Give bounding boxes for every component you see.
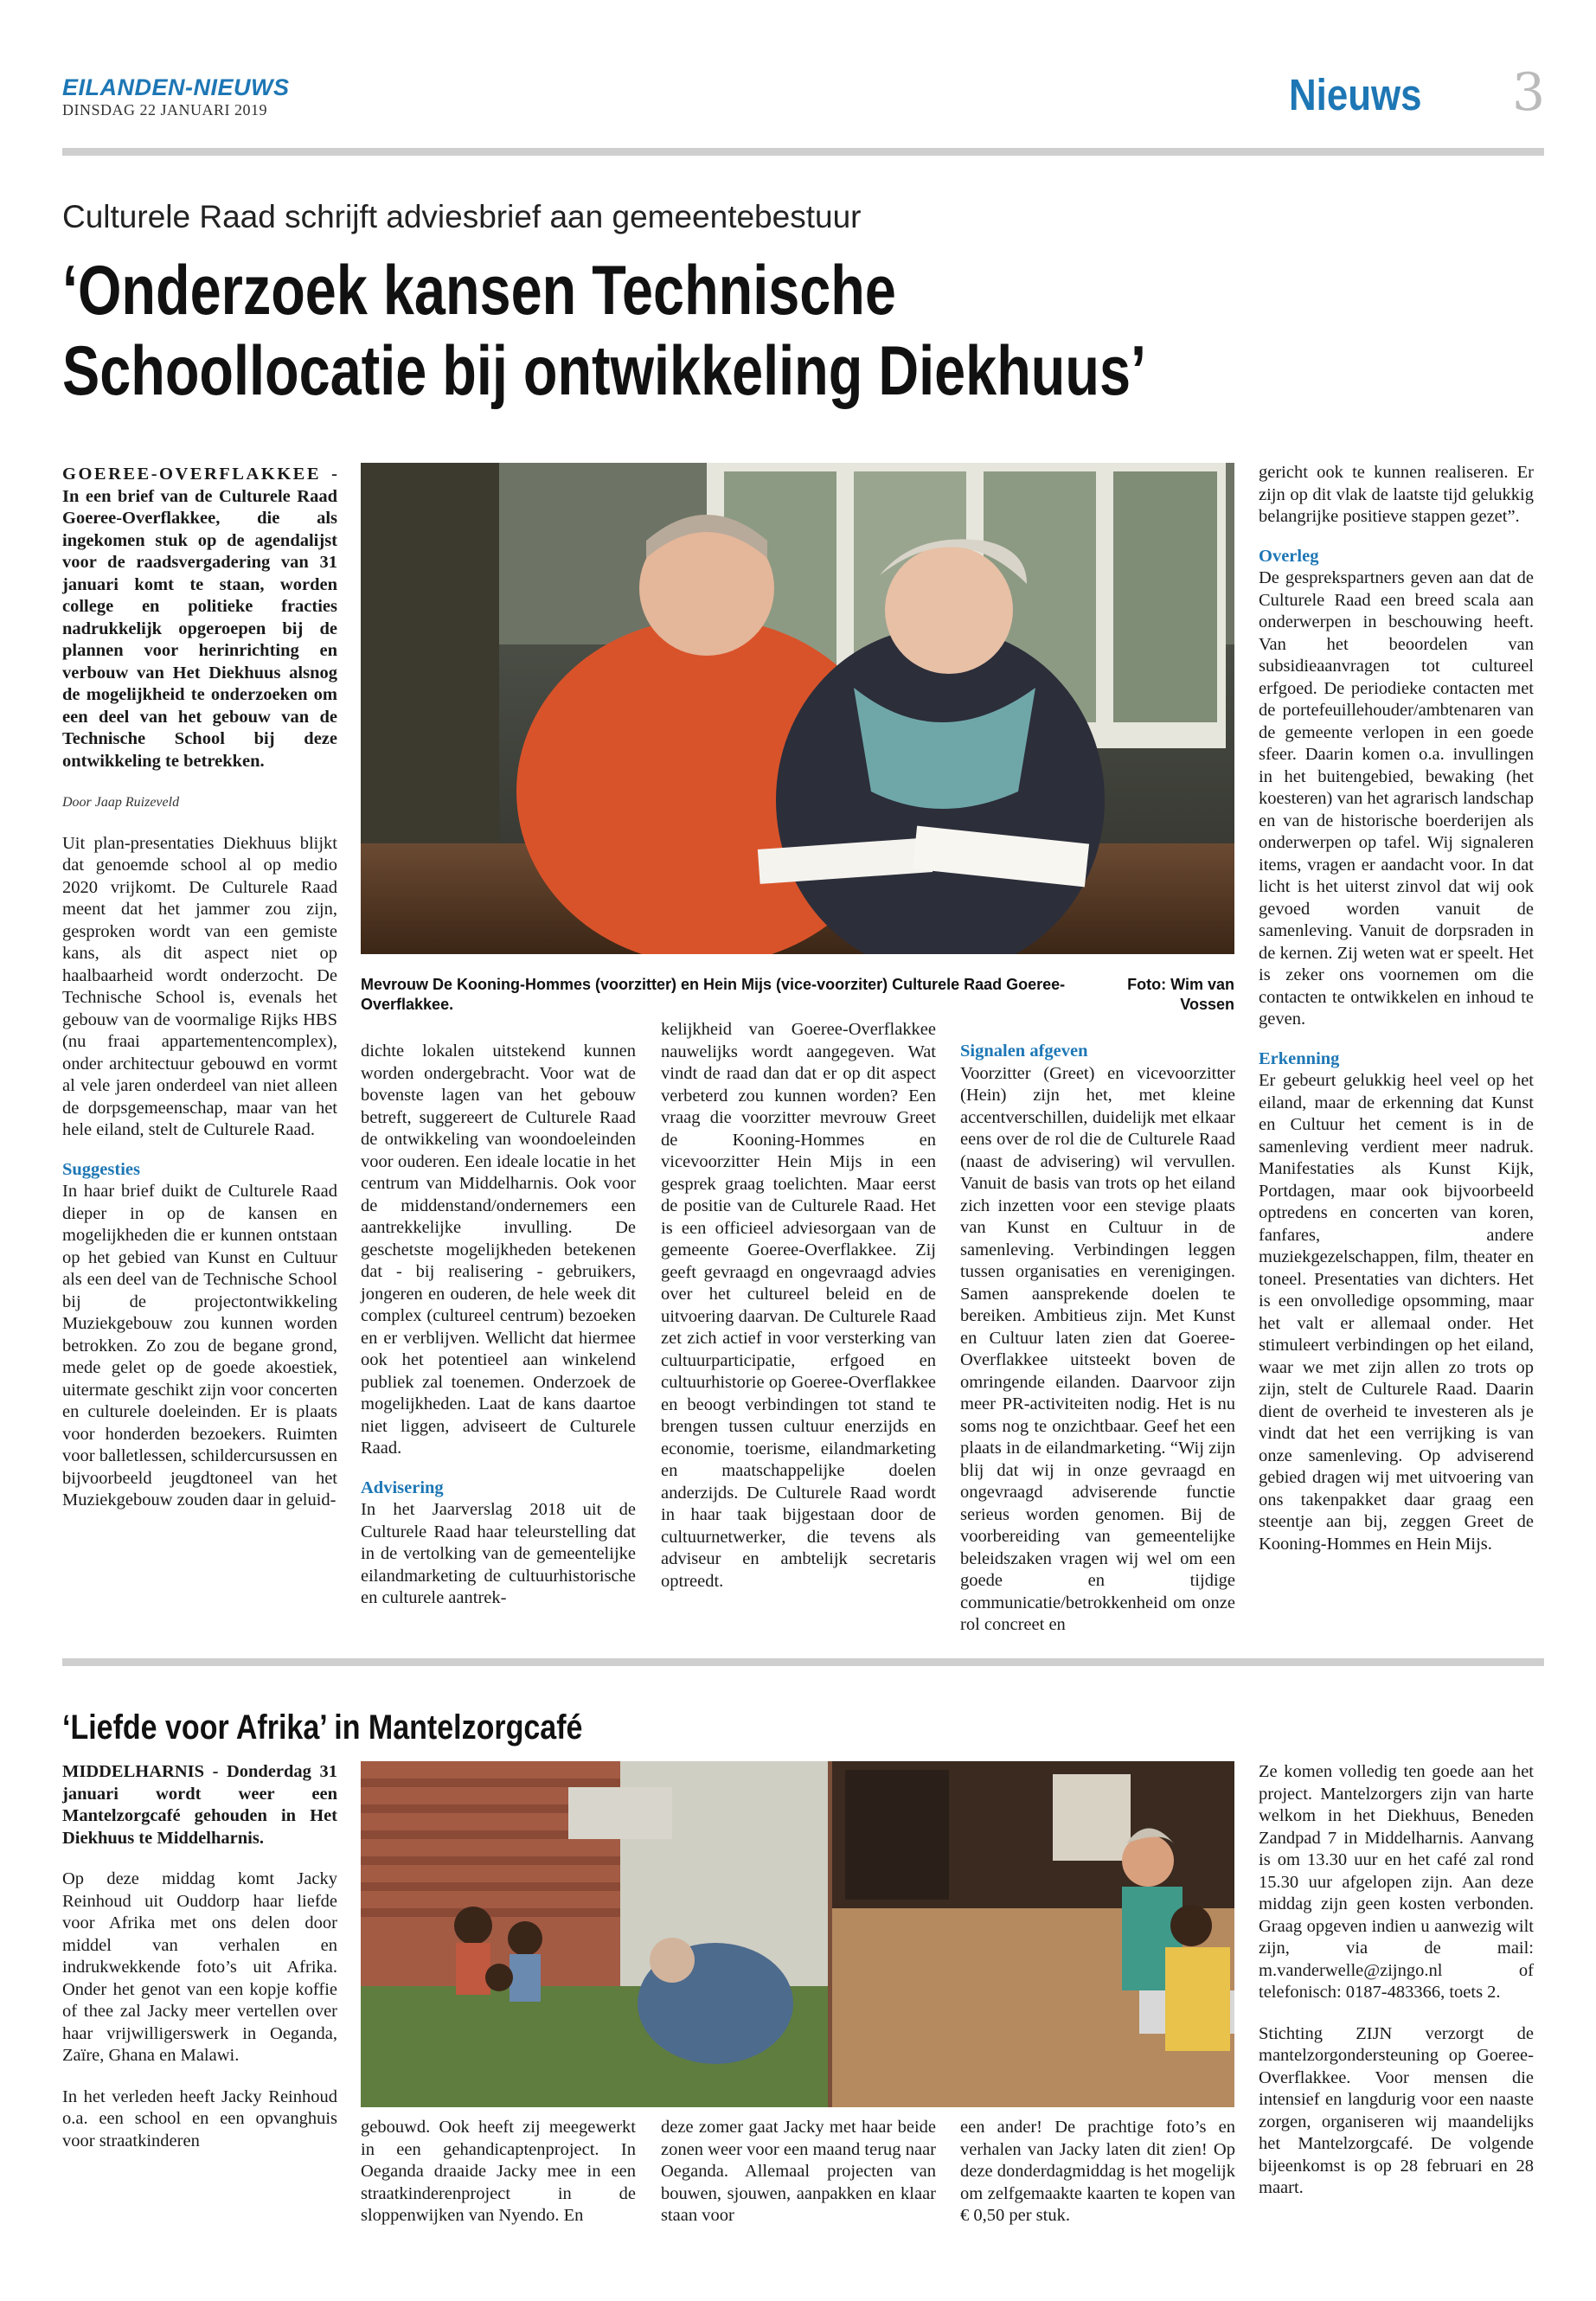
paragraph: Stichting ZIJN verzorgt de mantelzorgondersteuning op Goeree-Overflakkee. Voor mensen die intensief en langdurig voor een naaste zorgen, organiseren wij maandelijks het Mantelzorgcafé. De volgende bijeenkomst is op 28 februari en 28 maart. <box>1259 2023 1534 2197</box>
paragraph: In het Jaarverslag 2018 uit de Culturele Raad haar teleurstelling dat in de vertolking van de gemeentelijke eilandmarketing de cultuurhistorische en culturele aantrek- <box>361 1500 636 1607</box>
paragraph: gebouwd. Ook heeft zij meegewerkt in een gehandicaptenproject. In Oeganda draaide Jacky mee in een straatkinderenproject in de sloppenwijken van Nyendo. En <box>361 2118 636 2225</box>
paragraph: gericht ook te kunnen realiseren. Er zijn op dit vlak de laatste tijd gelukkig belangrijke positieve stappen gezet”. <box>1259 463 1534 526</box>
subheading-advisering: Advisering <box>361 1477 444 1497</box>
article-kicker: Culturele Raad schrijft adviesbrief aan gemeentebestuur <box>62 199 862 234</box>
article2-column-1 <box>62 1761 337 2152</box>
paragraph: een ander! De prachtige foto’s en verhalen van Jacky laten dit zien! Op deze donderdagmiddag is het mogelijk om zelfgemaakte kaarten te kopen van € 0,50 per stuk. <box>960 2118 1235 2225</box>
article2-column-5 <box>1259 1761 1534 2200</box>
article-divider <box>62 1658 1544 1666</box>
article2-column-4 <box>960 2117 1235 2227</box>
paragraph: Ze komen volledig ten goede aan het project. Mantelzorgers zijn van harte welkom in het Diekhuus, Beneden Zandpad 7 in Middelharnis. Aanvang is om 13.30 uur en het café zal rond 15.30 uur afgelopen zijn. Aan deze middag zijn geen kosten verbonden. Graag opgeven indien u aanwezig wilt zijn, via de mail: m.vanderwelle@zijngo.nl of telefonisch: 0187-483366, toets 2. <box>1259 1762 1534 2002</box>
paragraph: dichte lokalen uitstekend kunnen worden ondergebracht. Voor wat de bovenste lagen van het gebouw betreft, suggereert de Culturele Raad de ontwikkeling van woondoeleinden voor ouderen. Een ideale locatie in het centrum van Middelharnis. Ook voor de middenstand/ondernemers een aantrekkelijke invulling. De geschetste mogelijkheden betekenen dat - bij realisering - gebruikers, jongeren en ouderen, de hele week dit complex (cultureel centrum) bezoeken en er verblijven. Wellicht dat hiermee ook het potentieel aan winkelend publiek zal toenemen. Onderzoek de mogelijkheden. Laat de kans daartoe niet liggen, adviseert de Culturele Raad. <box>361 1042 636 1458</box>
article2-lead: MIDDELHARNIS - Donderdag 31 januari wordt weer een Mantelzorgcafé gehouden in Het Diekhuus te Middelharnis. <box>62 1762 337 1848</box>
subheading-erkenning: Erkenning <box>1259 1048 1340 1068</box>
issue-date: DINSDAG 22 JANUARI 2019 <box>62 101 268 119</box>
photo-children-and-woman-africa <box>361 1761 1234 2107</box>
header-divider <box>62 148 1544 156</box>
photo-caption: Mevrouw De Kooning-Hommes (voorzitter) en Hein Mijs (vice-voorziter) Culturele Raad Goeree-Overflakkee. <box>361 976 1066 1013</box>
article2-headline: ‘Liefde voor Afrika’ in Mantelzorgcafé <box>62 1708 583 1747</box>
paragraph: Op deze middag komt Jacky Reinhoud uit Ouddorp haar liefde voor Afrika met ons delen door middel van verhalen en indrukwekkende foto’s uit Afrika. Onder het genot van een kopje koffie of thee zal Jacky meer vertellen over haar vrijwilligerswerk in Oeganda, Zaïre, Ghana en Malawi. <box>62 1869 337 2065</box>
paragraph: In haar brief duikt de Culturele Raad dieper in op de kansen en mogelijkheden die er kunnen ontstaan op het gebied van Kunst en Cultuur als een deel van de Technische School bij de projectontwikkeling Muziekgebouw zou kunnen worden betrokken. Zo zou de begane grond, mede gelet op de goede akoestiek, uitermate geschikt zijn voor concerten en culturele doeleinden. Er is plaats voor honderden bezoekers. Ruimten voor balletlessen, schildercursussen en bijvoorbeeld jeugdtoneel van het Muziekgebouw zouden daar in geluid- <box>62 1182 337 1509</box>
headline-line-1: ‘Onderzoek kansen Technische <box>62 252 896 330</box>
subheading-suggesties: Suggesties <box>62 1159 140 1179</box>
paragraph: In het verleden heeft Jacky Reinhoud o.a. een school en een opvanghuis voor straatkinderen <box>62 2086 337 2150</box>
article1-column-2 <box>361 1041 636 1610</box>
article1-column-3 <box>661 1019 936 1593</box>
paragraph: De gesprekspartners geven aan dat de Culturele Raad een breed scala aan onderwerpen in beschouwing heeft. Van het beoordelen van subsidieaanvragen tot cultureel erfgoed. De periodieke contacten met de portefeuillehouder/ambtenaren van de gemeente verlopen in een goede sfeer. Daarin komen o.a. invullingen in het buitengebied, bewaking (het koesteren) van het agrarisch landschap en van de historische boerderijen als onderwerpen op tafel. Wij signaleren items, vragen er aandacht voor. In dat licht is het uiterst zinvol dat wij ook gevoed worden vanuit de samenleving. Vanuit de dorpsraden in de kernen. Zij weten wat er speelt. Het is zeker ons voornemen om die contacten te ontwikkelen en inhoud te geven. <box>1259 568 1534 1029</box>
paragraph: Uit plan-presentaties Diekhuus blijkt dat genoemde school al op medio 2020 vrijkomt. De Culturele Raad meent dat het jammer zou zijn, gesproken wordt van een gemiste kans, als dit aspect niet op haalbaarheid wordt onderzocht. De Technische School is, evenals het gebouw van de voormalige Rijks HBS (nu fraai appartementencomplex), onder architectuur gebouwd en vormt al vele jaren onderdeel van niet alleen de dorpsgemeenschap, maar van het hele eiland, stelt de Culturele Raad. <box>62 833 337 1139</box>
photo-two-people-reading-letter <box>361 463 1234 954</box>
paragraph: kelijkheid van Goeree-Overflakkee nauwelijks wordt aangegeven. Wat vindt de raad dan dat er op dit aspect verbeterd zou kunnen worden? Een vraag die voorzitter mevrouw Greet de Kooning-Hommes en vicevoorzitter Hein Mijs in een gesprek graag toelichten. Maar eerst de positie van de Culturele Raad. Het is een officieel adviesorgaan van de gemeente Goeree-Overflakkee. Zij geeft gevraagd en ongevraagd advies over het cultureel beleid en de uitvoering daarvan. De Culturele Raad zet zich actief in voor versterking van cultuurparticipatie, erfgoed en cultuurhistorie op Goeree-Overflakkee en beoogt verbindingen tot stand te brengen tussen cultuur enerzijds en economie, toerisme, eilandmarketing en maatschappelijke doelen anderzijds. De Culturele Raad wordt in haar taak bijgestaan door de cultuurnetwerker, die tevens als adviseur en ambtelijk secretaris optreedt. <box>661 1020 936 1591</box>
dateline-place: GOEREE-OVERFLAKKEE <box>62 465 322 484</box>
masthead-logo: EILANDEN-NIEUWS <box>62 74 290 100</box>
photo-credit: Foto: Wim van Vossen <box>1127 976 1234 1013</box>
article2-column-2 <box>361 2117 636 2227</box>
page-number: 3 <box>1512 62 1546 123</box>
headline-line-2: Schoollocatie bij ontwikkeling Diekhuus’ <box>62 332 1147 410</box>
paragraph: Voorzitter (Greet) en vicevoorzitter (Hein) zijn het, met kleine accentverschillen, duidelijk met elkaar eens over de rol die de Culturele Raad (naast de advisering) wil vervullen. Vanuit de basis van trots op het eiland zich inzetten voor een stevige plaats van Kunst en Cultuur in de samenleving. Verbindingen leggen tussen organisaties en verenigingen. Samen aansprekende doelen te bereiken. Ambitieus zijn. Met Kunst en Cultuur laten zien dat Goeree-Overflakkee uitsteekt boven de omringende eilanden. Daarvoor zijn meer PR-activiteiten nodig. Het is nu soms nog te onzichtbaar. Geef het een plaats in de eilandmarketing. “Wij zijn blij dat wij in onze gevraagd en ongevraagd adviserende functie serieus worden genomen. Bij de voorbereiding van gemeentelijke beleidszaken vragen wij wel om een goede en tijdige communicatie/betrokkenheid om onze rol concreet en <box>960 1063 1235 1634</box>
section-title: Nieuws <box>1289 70 1422 119</box>
paragraph: Er gebeurt gelukkig heel veel op het eiland, maar de erkenning dat Kunst en Cultuur het cement is in de samenleving verdient meer nadruk. Manifestaties als Kunst Kijk, Portdagen, maar ook bijvoorbeeld optredens en concerten van koren, fanfares, andere muziekgezelschappen, film, theater en toneel. Presentaties van dichters. Het is een onvolledige opsomming, maar het valt er allemaal onder. Het stimuleert verbindingen op het eiland, waar we met zijn allen zo trots op zijn, stelt de Culturele Raad. Daarin dient de overheid te investeren als je vindt dat het een verrijking is van onze samenleving. Op adviserend gebied dragen wij met uitvoering van ons takenpakket daar graag een steentje aan bij, zeggen Greet de Kooning-Hommes en Hein Mijs. <box>1259 1071 1534 1554</box>
subheading-signalen-afgeven: Signalen afgeven <box>960 1042 1088 1061</box>
article1-column-4 <box>960 1041 1235 1637</box>
article2-column-3 <box>661 2117 936 2227</box>
byline: Door Jaap Ruizeveld <box>62 795 180 810</box>
article1-column-5 <box>1259 462 1534 1555</box>
article-headline <box>62 251 1349 412</box>
africa-photos <box>361 1761 1234 2107</box>
article1-column-1 <box>62 464 337 1512</box>
lead-text: - In een brief van de Culturele Raad Goeree-Overflakkee, die als ingekomen stuk op de agendalijst voor de raadsvergadering van 31 januari komt te staan, worden college en politieke fracties nadrukkelijk opgeroepen bij de plannen voor herinrichting en verbouw van Het Diekhuus alsnog de mogelijkheid te onderzoeken om een deel van het gebouw van de Technische School bij deze ontwikkeling te betrekken. <box>62 465 337 771</box>
subheading-overleg: Overleg <box>1259 546 1319 566</box>
paragraph: deze zomer gaat Jacky met haar beide zonen weer voor een maand terug naar Oeganda. Allemaal projecten van bouwen, sjouwen, aanpakken en klaar staan voor <box>661 2118 936 2225</box>
article-lead <box>62 464 337 772</box>
interview-photo <box>361 463 1234 954</box>
